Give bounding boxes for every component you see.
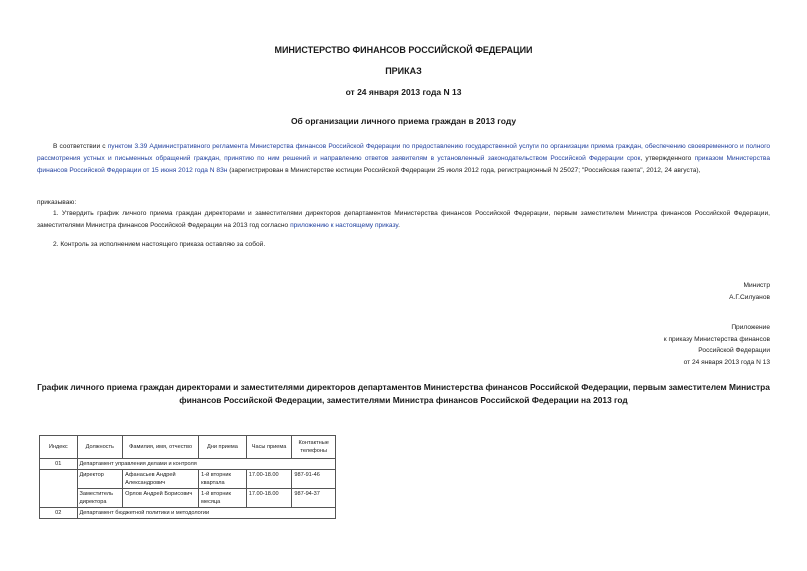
appendix-link[interactable]: приложению к настоящему приказу bbox=[290, 222, 399, 229]
order-83n-link[interactable]: приказом Министерства финансов Российской Федерации от 15 июня 2012 года N 83н bbox=[37, 155, 771, 174]
appendix-line: к приказу Министерства финансов bbox=[663, 335, 770, 343]
preamble-paragraph bbox=[37, 141, 770, 177]
order-item-1 bbox=[37, 208, 770, 232]
preamble-text: , утвержденного bbox=[640, 155, 695, 162]
appendix-line: Российской Федерации bbox=[698, 347, 770, 354]
index-cell bbox=[40, 470, 78, 508]
schedule-table bbox=[39, 435, 336, 519]
table-cell: 1-й вторник квартала bbox=[199, 470, 247, 489]
column-header: Должность bbox=[77, 436, 123, 459]
section-row bbox=[40, 508, 336, 519]
signature-position: Министр bbox=[743, 282, 770, 289]
section-name: Департамент управления делами и контроля bbox=[77, 459, 336, 470]
item-text: . bbox=[398, 222, 400, 229]
table-cell: 1-й вторник месяца bbox=[199, 489, 247, 508]
section-row bbox=[40, 459, 336, 470]
table-cell: Заместитель директора bbox=[77, 489, 123, 508]
appendix-line: от 24 января 2013 года N 13 bbox=[683, 358, 770, 366]
preamble-text: (зарегистрирован в Министерстве юстиции Российской Федерации 25 июля 2012 года, регистрационный N 25027; "Российская газета", 2012, 24 августа), bbox=[227, 167, 701, 174]
column-header: Индекс bbox=[40, 436, 78, 459]
table-cell: Орлов Андрей Борисович bbox=[123, 489, 199, 508]
table-cell: 987-94-37 bbox=[292, 489, 336, 508]
signature-name: А.Г.Силуанов bbox=[729, 293, 770, 301]
document-date-number: от 24 января 2013 года N 13 bbox=[345, 87, 462, 97]
table-cell: 987-91-46 bbox=[292, 470, 336, 489]
section-index: 02 bbox=[40, 508, 78, 519]
table-cell: 17.00-18.00 bbox=[246, 489, 292, 508]
order-item-2: 2. Контроль за исполнением настоящего приказа оставляю за собой. bbox=[53, 241, 266, 248]
appendix-note bbox=[664, 322, 770, 368]
appendix-line: Приложение bbox=[731, 324, 770, 331]
ministry-heading: МИНИСТЕРСТВО ФИНАНСОВ РОССИЙСКОЙ ФЕДЕРАЦИИ bbox=[274, 45, 533, 55]
regulation-link[interactable]: пунктом 3.39 Административного регламента Министерства финансов Российской Федерации по предоставлению государственной услуги по организации приема граждан, обеспечению своевременного и полного рассмотрения устных и письменных обращений граждан, принятию по ним решений и направлению ответов заявителям в установленный законодательством Российской Федерации срок bbox=[37, 143, 770, 162]
document-subject: Об организации личного приема граждан в 2013 году bbox=[290, 116, 517, 126]
table-row bbox=[40, 489, 336, 508]
table-cell: 17.00-18.00 bbox=[246, 470, 292, 489]
section-index: 01 bbox=[40, 459, 78, 470]
section-name: Департамент бюджетной политики и методологии bbox=[77, 508, 336, 519]
document-type: ПРИКАЗ bbox=[385, 66, 422, 76]
table-cell: Директор bbox=[77, 470, 123, 489]
column-header: Дни приема bbox=[199, 436, 247, 459]
item-text: 1. Утвердить график личного приема граждан директорами и заместителями директоров департаментов Министерства финансов Российской Федерации, первым заместителем Министра финансов Российской Федерации, заместителями Министра финансов Российской Федерации на 2013 год согласно bbox=[37, 210, 770, 229]
column-header: Контактные телефоны bbox=[292, 436, 336, 459]
column-header: Часы приема bbox=[246, 436, 292, 459]
order-word: приказываю: bbox=[37, 199, 77, 206]
preamble-text: В соответствии с bbox=[53, 143, 108, 150]
table-cell: Афанасьев Андрей Александрович bbox=[123, 470, 199, 489]
table-header-row bbox=[40, 436, 336, 459]
signature-block bbox=[729, 280, 770, 303]
schedule-title: График личного приема граждан директорами и заместителями директоров департаментов Министерства финансов Российской Федерации, первым заместителем Министра финансов Российской Федерации, заместителями Министра финансов Российской Федерации на 2013 год bbox=[37, 382, 770, 405]
table-row bbox=[40, 470, 336, 489]
column-header: Фамилия, имя, отчество bbox=[123, 436, 199, 459]
